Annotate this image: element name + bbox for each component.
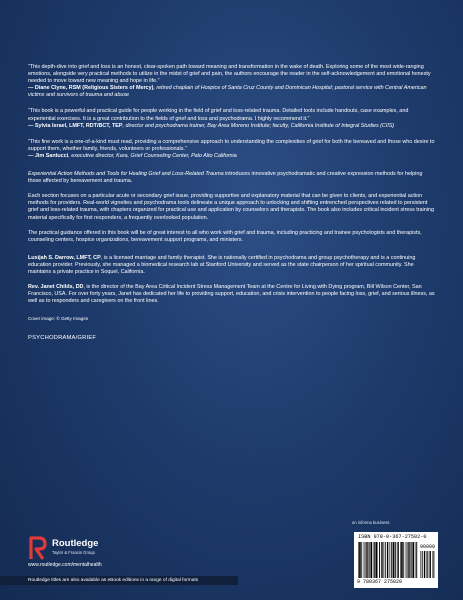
book-title-italic: Experiential Action Methods and Tools for Healing Grief and Loss-Related Trauma xyxy=(28,171,224,178)
barcode-label xyxy=(354,532,438,588)
ean-barcode xyxy=(358,542,418,578)
cover-image-credit: Cover image: © Getty Images xyxy=(28,316,89,322)
price-code: 90000 xyxy=(419,544,435,550)
author-bio-text: , is the director of the Bay Area Critical Incident Stress Management Team at the Centre for Living with Dying program, Bill Wilson Center, San Francisco, USA. For over forty years, Janet has dedicated her life to providing support, education, and crisis intervention to people facing loss, grief, and serious illness, as well as to responders and caregivers on the front lines. xyxy=(28,284,435,305)
endorser-role: , executive director, Kara, Grief Counseling Center, Palo Alto California xyxy=(68,152,237,159)
author-name: Lusijah S. Darrow, LMFT, CP xyxy=(28,254,101,261)
endorser-name: — Jim Santucci xyxy=(28,152,69,159)
endorser-name: — Diane Clyne, RSM (Religious Sisters of Mercy) xyxy=(28,85,154,92)
endorser-name: — Sylvia Israel, LMFT, RDT/BCT, TEP xyxy=(28,122,123,129)
routledge-r-icon xyxy=(28,535,48,561)
publisher-name: Routledge xyxy=(52,538,99,549)
author-bio xyxy=(28,255,435,276)
author-bio xyxy=(28,284,435,305)
endorser-role: , director and psychodrama trainer, Bay Area Moreno Institute; faculty, California Institute of Integral Studies (CIIS) xyxy=(122,122,395,129)
endorsement-attribution xyxy=(28,85,435,99)
endorsement-quote: “This depth-dive into grief and loss is an honest, clear-spoken path toward meaning and transformation in the wake of death. Exploring some of the most wide-ranging emotions, alongside very practical methods to utilize in the midst of grief and pain, the authors encourage the reader in the self-acknowledgement and emotional honesty needed to move toward new meaning and hope in life.” xyxy=(28,64,431,85)
publisher-url: www.routledge.com/mentalhealth xyxy=(28,562,102,568)
publisher-group: Taylor & Francis Group xyxy=(52,550,95,555)
endorsement-attribution xyxy=(28,153,435,160)
endorsement-quote: “This book is a powerful and practical guide for people working in the field of grief and loss-related trauma. Detailed tools include handouts, case examples, and experiential exercises. It is a great contribution to the fields of grief and loss and psychodrama. I highly recommend it.” xyxy=(28,108,409,122)
endorsement-quote: “This fine work is a one-of-a-kind must read, providing a comprehensive approach to understanding the complexities of grief for both the bereaved and those who desire to support them, whether family, friends, volunteers or professionals.” xyxy=(28,138,435,152)
subject-category: PSYCHODRAMA/GRIEF xyxy=(28,335,97,342)
informa-tagline: an informa business xyxy=(352,520,390,525)
book-description-intro xyxy=(28,171,435,185)
isbn-text: ISBN 978-0-367-27502-0 xyxy=(358,534,427,540)
author-name: Rev. Janet Childs, DD xyxy=(28,284,84,291)
book-intro-text: introduces innovative psychodramatic and creative expression methods for helping those affected by bereavement and trauma. xyxy=(28,171,423,185)
addon-barcode xyxy=(420,551,435,578)
ebook-availability-note: Routledge titles are also available as eBook editions in a range of digital formats xyxy=(0,576,238,585)
endorser-role: , retired chaplain of Hospice of Santa Cruz County and Dominican Hospital; pastoral service with Central American victims and survivors of trauma and abuse xyxy=(28,85,427,99)
book-audience-paragraph: The practical guidance offered in this book will be of great interest to all who work with grief and trauma, including practicing and trainee psychologists and therapists, counseling centers, hospice organizations, bereavement support programs, and ministers. xyxy=(28,229,422,243)
book-description-paragraph: Each section focuses on a particular acute or secondary grief issue, providing supportive and explanatory material that can be given to clients, and experiential action methods for providers. Real-world vignettes and psychodrama tools delineate a unique approach to unlocking and shifting entrenched perspectives related to persistent grief and loss-related trauma, with chapters organized for practical use and application by counselors and therapists. The book also includes critical incident stress training material specifically for first responders, a frequently overlooked population. xyxy=(28,193,434,221)
barcode-digits: 9 780367 275020 xyxy=(357,579,403,585)
author-bio-text: , is a licensed marriage and family therapist. She is nationally certified in psychodrama and group psychotherapy and is a continuing education provider. Previously, she managed a biomedical research lab at Stanford University and served as the state chairperson of her spiritual community. She maintains a private practice in Soquel, California. xyxy=(28,254,416,275)
endorsement-attribution xyxy=(28,123,435,130)
cover-text-block xyxy=(28,64,435,351)
